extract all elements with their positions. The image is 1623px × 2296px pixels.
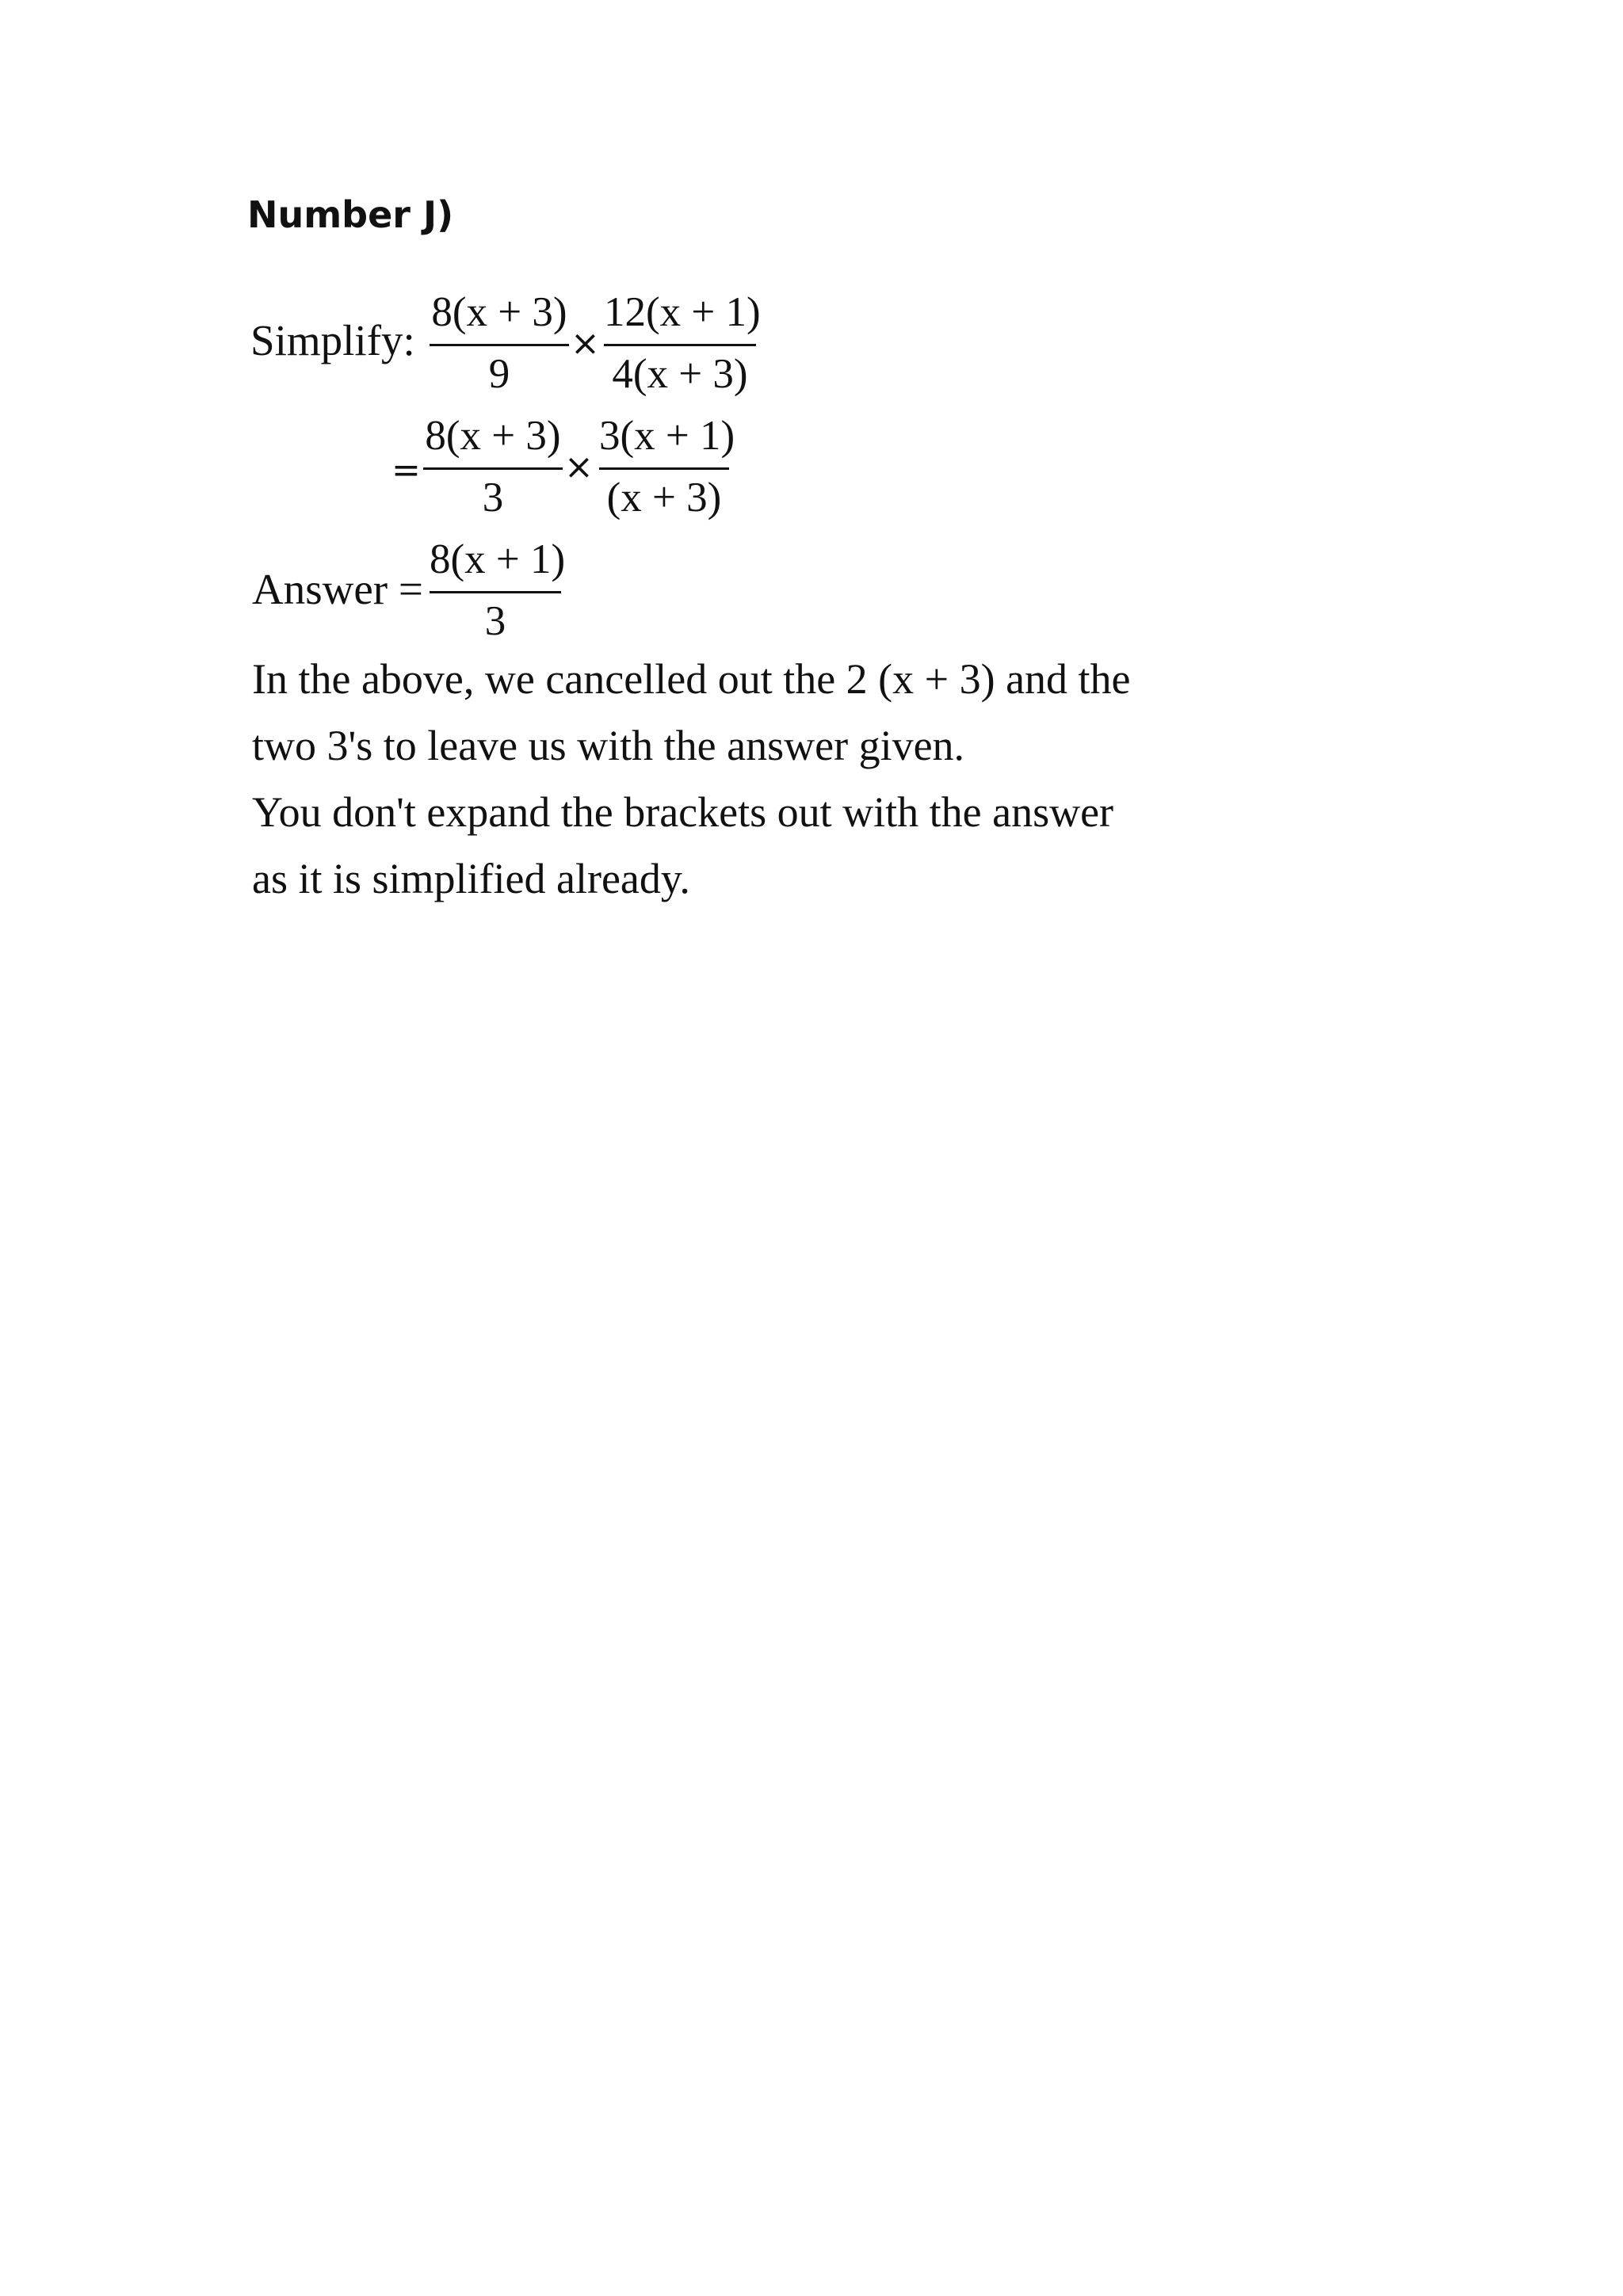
fraction-1-left — [430, 289, 569, 410]
explanation-line-3: You don't expand the brackets out with the answer — [252, 788, 1114, 836]
fraction-2-right — [599, 413, 735, 534]
explanation-line-4: as it is simplified already. — [252, 855, 690, 902]
equals-sign: = — [391, 450, 421, 490]
page-title: Number J) — [247, 193, 454, 236]
fraction-2-left — [423, 415, 563, 534]
fraction-bar — [430, 344, 569, 346]
simplify-line — [0, 289, 1623, 410]
step-two-line — [0, 415, 1623, 534]
explanation-line-2: two 3's to leave us with the answer given. — [252, 722, 965, 769]
fraction-numerator: 8(x + 3) — [431, 289, 567, 335]
fraction-bar — [599, 467, 729, 470]
fraction-denominator: 3 — [484, 598, 506, 644]
fraction-denominator: 3 — [482, 475, 504, 521]
answer-line — [0, 536, 1623, 658]
fraction-numerator: 3(x + 1) — [599, 413, 735, 459]
fraction-numerator: 12(x + 1) — [604, 289, 761, 335]
multiply-sign: × — [571, 323, 600, 364]
simplify-label: Simplify: — [250, 316, 415, 364]
fraction-bar — [423, 467, 563, 470]
multiply-sign: × — [564, 447, 594, 487]
fraction-denominator: (x + 3) — [606, 475, 722, 521]
explanation-paragraph — [252, 646, 1131, 912]
answer-label: Answer = — [252, 565, 423, 613]
fraction-numerator: 8(x + 1) — [430, 536, 566, 582]
fraction-denominator: 9 — [488, 351, 510, 397]
fraction-denominator: 4(x + 3) — [612, 351, 748, 397]
explanation-line-1: In the above, we cancelled out the 2 (x + 3) and the — [252, 655, 1131, 703]
fraction-1-right — [604, 289, 761, 410]
fraction-bar — [604, 344, 756, 346]
fraction-numerator: 8(x + 3) — [425, 413, 561, 459]
answer-fraction — [430, 536, 566, 658]
fraction-bar — [430, 591, 561, 593]
